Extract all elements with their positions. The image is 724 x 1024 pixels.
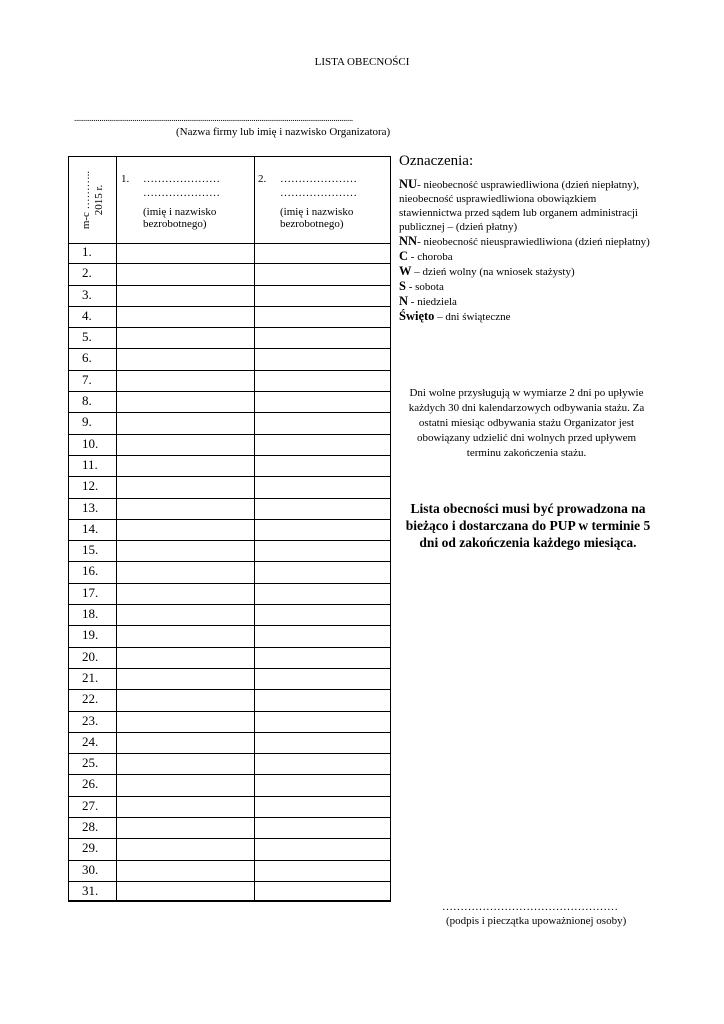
- attendance-cell-participant-2[interactable]: [254, 520, 390, 540]
- legend-item: [399, 234, 659, 249]
- day-number: 3.: [82, 286, 92, 302]
- legend-code: Święto: [399, 309, 435, 323]
- attendance-cell-participant-1[interactable]: [116, 818, 254, 838]
- attendance-cell-participant-2[interactable]: [254, 626, 390, 646]
- day-rows: [69, 243, 390, 903]
- participant-name-line: …………………: [280, 187, 357, 199]
- attendance-cell-participant-2[interactable]: [254, 392, 390, 412]
- day-number: 1.: [82, 244, 92, 259]
- attendance-table: [68, 156, 391, 902]
- signature-caption: (podpis i pieczątka upoważnionej osoby): [446, 915, 627, 927]
- attendance-cell-participant-1[interactable]: [116, 775, 254, 795]
- attendance-cell-participant-2[interactable]: [254, 562, 390, 582]
- attendance-cell-participant-2[interactable]: [254, 648, 390, 668]
- legend-item: [399, 264, 659, 279]
- attendance-cell-participant-1[interactable]: [116, 605, 254, 625]
- table-row: [69, 562, 390, 583]
- attendance-cell-participant-1[interactable]: [116, 562, 254, 582]
- legend-item: [399, 249, 659, 264]
- attendance-cell-participant-1[interactable]: [116, 456, 254, 476]
- day-number: 8.: [82, 393, 92, 409]
- attendance-cell-participant-1[interactable]: [116, 626, 254, 646]
- legend: [399, 154, 659, 324]
- day-number: 21.: [82, 669, 99, 685]
- day-number: 18.: [82, 606, 99, 622]
- day-number: 27.: [82, 797, 99, 813]
- table-row: [69, 286, 390, 307]
- attendance-cell-participant-2[interactable]: [254, 264, 390, 284]
- legend-items: [399, 177, 659, 324]
- legend-text: - choroba: [408, 251, 453, 263]
- attendance-cell-participant-1[interactable]: [116, 392, 254, 412]
- attendance-cell-participant-2[interactable]: [254, 775, 390, 795]
- day-number: 5.: [82, 329, 92, 345]
- participant-label-line: bezrobotnego): [280, 218, 344, 230]
- legend-text: - sobota: [405, 281, 444, 293]
- day-number: 17.: [82, 584, 99, 600]
- table-row: [69, 882, 390, 903]
- day-number: 22.: [82, 691, 99, 707]
- day-number: 4.: [82, 307, 92, 323]
- participant-label-line: bezrobotnego): [143, 218, 207, 230]
- attendance-cell-participant-1[interactable]: [116, 264, 254, 284]
- day-number: 31.: [82, 882, 99, 898]
- table-header-row: [69, 157, 390, 244]
- legend-code: W: [399, 264, 412, 278]
- attendance-cell-participant-2[interactable]: [254, 456, 390, 476]
- attendance-cell-participant-1[interactable]: [116, 690, 254, 710]
- attendance-cell-participant-2[interactable]: [254, 499, 390, 519]
- day-number: 12.: [82, 478, 99, 494]
- organizer-caption: (Nazwa firmy lub imię i nazwisko Organizatora): [176, 126, 391, 138]
- attendance-cell-participant-2[interactable]: [254, 797, 390, 817]
- day-number: 23.: [82, 712, 99, 728]
- legend-text: – dni świąteczne: [434, 311, 511, 323]
- submission-warning: Lista obecności musi być prowadzona na bieżąco i dostarczana do PUP w terminie 5 dni od zakończenia każdego miesiąca.: [405, 501, 651, 550]
- participant-name-line: …………………: [143, 173, 220, 185]
- attendance-cell-participant-2[interactable]: [254, 349, 390, 369]
- day-number: 15.: [82, 542, 99, 558]
- attendance-cell-participant-1[interactable]: [116, 648, 254, 668]
- attendance-cell-participant-1[interactable]: [116, 413, 254, 433]
- day-number: 19.: [82, 627, 99, 643]
- attendance-cell-participant-1[interactable]: [116, 712, 254, 732]
- attendance-cell-participant-1[interactable]: [116, 797, 254, 817]
- legend-item: [399, 294, 659, 309]
- table-row: [69, 690, 390, 711]
- legend-code: S: [399, 279, 406, 293]
- day-number: 11.: [82, 456, 98, 472]
- participant-label-line: (imię i nazwisko: [143, 206, 217, 218]
- day-number: 9.: [82, 414, 92, 430]
- attendance-cell-participant-2[interactable]: [254, 328, 390, 348]
- table-row: [69, 733, 390, 754]
- day-number: 16.: [82, 563, 99, 579]
- day-number: 13.: [82, 499, 99, 515]
- legend-code: C: [399, 249, 409, 263]
- day-number: 28.: [82, 819, 99, 835]
- table-row: [69, 626, 390, 647]
- table-row: [69, 371, 390, 392]
- table-row: [69, 392, 390, 413]
- table-row: [69, 605, 390, 626]
- attendance-cell-participant-2[interactable]: [254, 861, 390, 881]
- participant-number: 1.: [121, 173, 130, 185]
- attendance-cell-participant-1[interactable]: [116, 435, 254, 455]
- attendance-cell-participant-2[interactable]: [254, 754, 390, 774]
- table-row: [69, 435, 390, 456]
- table-row: [69, 307, 390, 328]
- attendance-cell-participant-1[interactable]: [116, 286, 254, 306]
- table-row: [69, 349, 390, 370]
- attendance-cell-participant-2[interactable]: [254, 712, 390, 732]
- attendance-cell-participant-2[interactable]: [254, 243, 390, 263]
- legend-text: - nieobecność nieusprawiedliwiona (dzień niepłatny): [417, 236, 650, 248]
- legend-text: – dzień wolny (na wniosek stażysty): [411, 266, 575, 278]
- attendance-cell-participant-1[interactable]: [116, 882, 254, 903]
- attendance-cell-participant-2[interactable]: [254, 413, 390, 433]
- month-year-label: [80, 171, 106, 229]
- attendance-cell-participant-2[interactable]: [254, 605, 390, 625]
- table-row: [69, 243, 390, 264]
- table-row: [69, 328, 390, 349]
- day-number: 29.: [82, 840, 99, 856]
- attendance-cell-participant-1[interactable]: [116, 371, 254, 391]
- attendance-cell-participant-2[interactable]: [254, 307, 390, 327]
- day-number: 20.: [82, 648, 99, 664]
- day-number: 6.: [82, 350, 92, 366]
- attendance-cell-participant-2[interactable]: [254, 477, 390, 497]
- table-row: [69, 584, 390, 605]
- attendance-cell-participant-1[interactable]: [116, 477, 254, 497]
- attendance-cell-participant-1[interactable]: [116, 520, 254, 540]
- month-cell: [69, 157, 116, 243]
- organizer-name-line: ...............................................................................................................................................: [74, 113, 353, 123]
- table-row: [69, 797, 390, 818]
- day-number: 14.: [82, 520, 99, 536]
- attendance-cell-participant-1[interactable]: [116, 754, 254, 774]
- month-label: m-c ………..: [80, 170, 92, 230]
- attendance-cell-participant-2[interactable]: [254, 286, 390, 306]
- table-row: [69, 541, 390, 562]
- attendance-cell-participant-1[interactable]: [116, 733, 254, 753]
- legend-item: [399, 309, 659, 324]
- day-number: 24.: [82, 733, 99, 749]
- participant-label-line: (imię i nazwisko: [280, 206, 354, 218]
- table-row: [69, 754, 390, 775]
- table-row: [69, 264, 390, 285]
- table-row: [69, 413, 390, 434]
- table-row: [69, 669, 390, 690]
- day-number: 26.: [82, 776, 99, 792]
- attendance-cell-participant-2[interactable]: [254, 690, 390, 710]
- table-row: [69, 712, 390, 733]
- table-row: [69, 775, 390, 796]
- legend-text: - niedziela: [408, 296, 457, 308]
- participant-label: [280, 206, 353, 230]
- legend-title: Oznaczenia:: [399, 153, 474, 169]
- attendance-cell-participant-2[interactable]: [254, 584, 390, 604]
- day-number: 10.: [82, 435, 99, 451]
- attendance-cell-participant-2[interactable]: [254, 733, 390, 753]
- participant-name-line: …………………: [280, 173, 357, 185]
- attendance-cell-participant-1[interactable]: [116, 349, 254, 369]
- legend-code: N: [399, 294, 409, 308]
- year-label: 2015 r.: [93, 184, 105, 216]
- attendance-cell-participant-2[interactable]: [254, 541, 390, 561]
- legend-code: NN: [399, 234, 418, 248]
- legend-text: - nieobecność usprawiedliwiona (dzień niepłatny), nieobecność usprawiedliwiona obowiązkiem stawiennictwa przed sądem lub organem administracji publicznej – (dzień płatny): [399, 179, 640, 233]
- attendance-cell-participant-1[interactable]: [116, 243, 254, 263]
- attendance-cell-participant-2[interactable]: [254, 839, 390, 859]
- day-number: 2.: [82, 265, 92, 281]
- participant-number: 2.: [258, 173, 267, 185]
- attendance-cell-participant-1[interactable]: [116, 541, 254, 561]
- attendance-cell-participant-2[interactable]: [254, 371, 390, 391]
- attendance-cell-participant-1[interactable]: [116, 861, 254, 881]
- attendance-cell-participant-2[interactable]: [254, 669, 390, 689]
- participant-name-line: …………………: [143, 187, 220, 199]
- attendance-cell-participant-2[interactable]: [254, 882, 390, 903]
- attendance-cell-participant-1[interactable]: [116, 499, 254, 519]
- table-row: [69, 818, 390, 839]
- attendance-cell-participant-2[interactable]: [254, 818, 390, 838]
- table-row: [69, 839, 390, 860]
- attendance-cell-participant-2[interactable]: [254, 435, 390, 455]
- table-row: [69, 520, 390, 541]
- signature-line: …………………………………………: [442, 901, 618, 913]
- participant-label: [143, 206, 216, 230]
- attendance-cell-participant-1[interactable]: [116, 307, 254, 327]
- days-off-note: Dni wolne przysługują w wymiarze 2 dni po upływie każdych 30 dni kalendarzowych odbywania stażu. Za ostatni miesiąc odbywania stażu Organizator jest obowiązany udzielić dni wolnych przed upływem terminu zakończenia stażu.: [408, 387, 645, 459]
- table-row: [69, 499, 390, 520]
- table-row: [69, 456, 390, 477]
- legend-item: [399, 177, 659, 234]
- legend-item: [399, 279, 659, 294]
- attendance-cell-participant-1[interactable]: [116, 839, 254, 859]
- table-row: [69, 648, 390, 669]
- attendance-cell-participant-1[interactable]: [116, 584, 254, 604]
- page-title: LISTA OBECNOŚCI: [314, 56, 410, 68]
- day-number: 7.: [82, 371, 92, 387]
- day-number: 30.: [82, 861, 99, 877]
- attendance-cell-participant-1[interactable]: [116, 669, 254, 689]
- attendance-cell-participant-1[interactable]: [116, 328, 254, 348]
- table-row: [69, 477, 390, 498]
- legend-code: NU: [399, 177, 418, 191]
- day-number: 25.: [82, 755, 99, 771]
- table-row: [69, 861, 390, 882]
